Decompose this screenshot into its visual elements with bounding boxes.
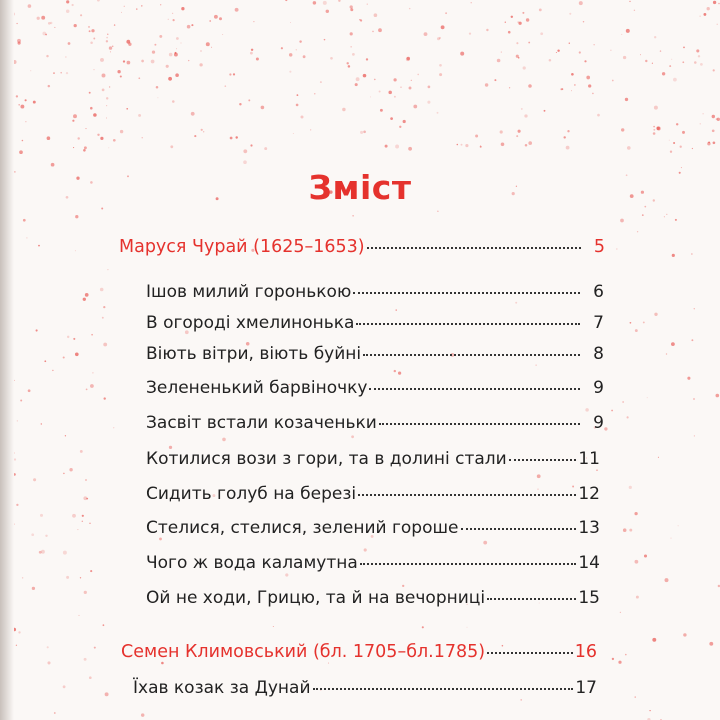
poem-page-number: 15 [578,588,600,608]
poem-title: Віють вітри, віють буйні [146,344,362,364]
poem-title: Сидить голуб на березі [146,484,357,504]
dot-leader [356,322,580,325]
dot-leader [379,422,580,425]
poem-title: Їхав козак за Дунай [133,678,311,698]
dot-leader [313,687,574,690]
toc-poem-entry[interactable] [146,449,600,469]
toc-poem-entry[interactable] [146,282,604,302]
poem-title: Чого ж вода каламутна [146,553,358,573]
poem-title: В огороді хмелинонька [146,313,355,333]
page-title: Зміст [308,168,412,207]
dot-leader [509,458,576,461]
poem-title: Ішов милий горонькою [146,282,352,302]
poem-page-number: 11 [578,449,600,469]
poem-page-number: 13 [578,518,600,538]
dot-leader [353,291,580,294]
dot-leader [487,597,576,600]
poem-page-number: 17 [575,678,597,698]
poem-page-number: 14 [578,553,600,573]
poem-page-number: 6 [593,282,604,302]
toc-poem-entry[interactable] [146,484,600,504]
toc-poem-entry[interactable] [146,378,604,398]
poem-page-number: 7 [593,313,604,333]
poem-page-number: 9 [593,378,604,398]
dot-leader [367,246,581,249]
poem-title: Котилися вози з гори, та в долині стали [146,449,507,469]
toc-section-author[interactable] [119,237,605,257]
dot-leader [461,527,576,530]
toc-poem-entry[interactable] [146,313,604,333]
toc-poem-entry[interactable] [146,518,600,538]
dot-leader [360,562,576,565]
poem-page-number: 12 [578,484,600,504]
toc-section-author[interactable] [121,642,597,662]
poem-title: Засвіт встали козаченьки [146,413,377,433]
poem-title: Ой не ходи, Грицю, та й на вечорниці [146,588,486,608]
poem-page-number: 8 [593,344,604,364]
poem-title: Стелися, стелися, зелений горошe [146,518,459,538]
toc-poem-entry[interactable] [146,588,600,608]
section-author-name: Маруся Чурай (1625–1653) [119,237,365,257]
poem-page-number: 9 [593,413,604,433]
poem-title: Зелененький барвіночку [146,378,368,398]
section-page-number: 16 [574,642,597,662]
dot-leader [358,493,576,496]
section-page-number: 5 [593,237,605,257]
dot-leader [487,651,573,654]
section-author-name: Семен Климовський (бл. 1705–бл.1785) [121,642,486,662]
toc-poem-entry[interactable] [146,413,604,433]
toc-poem-entry[interactable] [146,553,600,573]
dot-leader [363,353,580,356]
toc-poem-entry[interactable] [146,344,604,364]
toc-poem-entry[interactable] [133,678,597,698]
dot-leader [369,387,580,390]
